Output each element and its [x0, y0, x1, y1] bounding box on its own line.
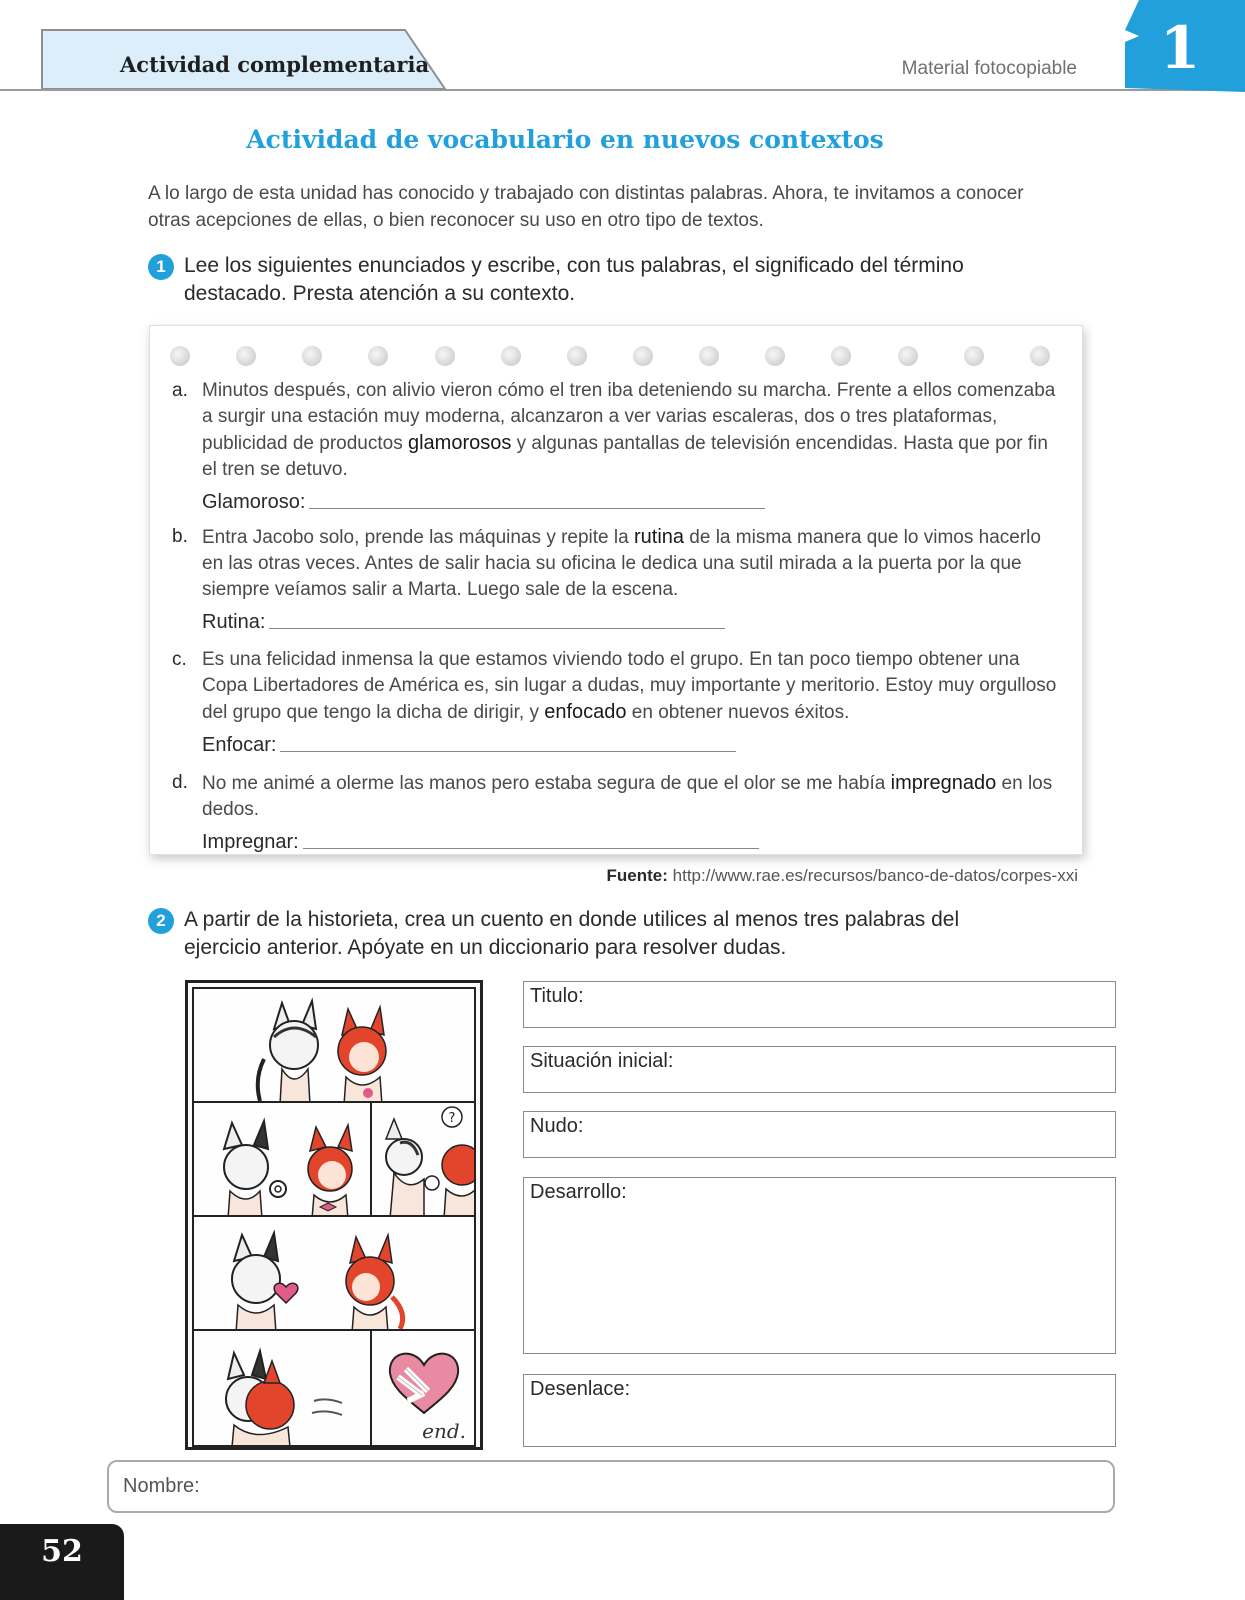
- comic-panel-2: [192, 1101, 374, 1219]
- highlighted-term: enfocado: [544, 701, 627, 723]
- highlighted-term: rutina: [633, 526, 685, 548]
- answer-line-glamoroso[interactable]: Glamoroso:: [202, 489, 1060, 515]
- titulo-field[interactable]: [523, 981, 1116, 1028]
- binder-hole: [699, 346, 719, 366]
- item-text: Entra Jacobo solo, prende las máquinas y repite la rutina de la misma manera que lo vimos hacerlo en las otras veces. Antes de salir hacia su oficina le dedica una sutil mirada a la puerta por la que siempre veíamos salir a Marta. Luego sale de la escena.: [202, 526, 1041, 600]
- exercise-item-d: [172, 770, 1060, 855]
- item-letter: c.: [172, 649, 187, 670]
- binder-hole: [831, 346, 851, 366]
- answer-line-rutina[interactable]: Rutina:: [202, 609, 1060, 635]
- highlighted-term: glamorosos: [407, 432, 512, 454]
- comic-strip: [185, 980, 483, 1450]
- source-citation: Fuente: http://www.rae.es/recursos/banco-de-datos/corpes-xxi: [606, 866, 1078, 885]
- exercise-item-a: [172, 378, 1060, 515]
- binder-hole: [633, 346, 653, 366]
- source-url: http://www.rae.es/recursos/banco-de-datos/corpes-xxi: [672, 866, 1078, 885]
- answer-line-enfocar[interactable]: Enfocar:: [202, 732, 1060, 758]
- comic-illustration: [194, 989, 476, 1105]
- unit-number: 1: [1159, 14, 1201, 82]
- titulo-label: Titulo:: [530, 985, 584, 1007]
- desenlace-field[interactable]: [523, 1374, 1116, 1447]
- situacion-inicial-label: Situación inicial:: [530, 1050, 674, 1072]
- comic-panel-5: [192, 1329, 374, 1447]
- activity-instruction: A partir de la historieta, crea un cuento en donde utilices al menos tres palabras del ejercicio anterior. Apóyate en un diccionario para resolver dudas.: [184, 908, 960, 959]
- activity-2: [148, 906, 1028, 962]
- exercise-item-b: [172, 524, 1060, 635]
- comic-panel-1: [192, 987, 476, 1105]
- activity-number-badge: 1: [148, 254, 174, 280]
- binder-hole: [1030, 346, 1050, 366]
- question-mark: ?: [448, 1111, 456, 1126]
- binder-hole: [964, 346, 984, 366]
- section-label: Actividad complementaria: [120, 52, 430, 77]
- binder-hole: [898, 346, 918, 366]
- intro-text: A lo largo de esta unidad has conocido y trabajado con distintas palabras. Ahora, te invitamos a conocer otras acepciones de ellas, o bien reconocer su uso en otro tipo de textos.: [148, 183, 1024, 231]
- highlighted-term: impregnado: [890, 772, 997, 794]
- item-letter: b.: [172, 526, 188, 547]
- binder-hole: [170, 346, 190, 366]
- end-label: end.: [422, 1419, 466, 1443]
- notepad-card: [149, 325, 1083, 855]
- binder-hole: [302, 346, 322, 366]
- item-text: No me animé a olerme las manos pero estaba segura de que el olor se me había impregnado en los dedos.: [202, 772, 1053, 820]
- answer-line-impregnar[interactable]: Impregnar:: [202, 829, 1060, 855]
- activity-instruction: Lee los siguientes enunciados y escribe, con tus palabras, el significado del término destacado. Presta atención a su contexto.: [184, 254, 964, 305]
- name-label: Nombre:: [123, 1475, 200, 1497]
- page-title: Actividad de vocabulario en nuevos contextos: [246, 125, 884, 154]
- exercise-item-c: [172, 647, 1060, 758]
- notepad-holes: [170, 346, 1050, 370]
- page-number: 52: [41, 1534, 83, 1569]
- desarrollo-label: Desarrollo:: [530, 1181, 627, 1203]
- item-text: Minutos después, con alivio vieron cómo el tren iba deteniendo su marcha. Frente a ellos comenzaba a surgir una estación muy moderna, alcanzaron a ver varias escaleras, dos o tres plataformas, publicidad de productos glamorosos y algunas pantallas de televisión encendidas. Hasta que por fin el tren se detuvo.: [202, 380, 1056, 480]
- comic-panel-3: [370, 1101, 476, 1219]
- comic-illustration: [194, 1331, 374, 1447]
- item-text: Es una felicidad inmensa la que estamos viviendo todo el grupo. En tan poco tiempo obtener una Copa Libertadores de América es, sin lugar a dudas, muy importante y meritorio. Estoy muy orgulloso del grupo que tengo la dicha de dirigir, y enfocado en obtener nuevos éxitos.: [202, 649, 1057, 723]
- binder-hole: [765, 346, 785, 366]
- binder-hole: [236, 346, 256, 366]
- material-label: Material fotocopiable: [901, 58, 1077, 79]
- header-rule: [0, 89, 1245, 91]
- binder-hole: [368, 346, 388, 366]
- binder-hole: [435, 346, 455, 366]
- comic-panel-4: [192, 1215, 476, 1333]
- binder-hole: [501, 346, 521, 366]
- desenlace-label: Desenlace:: [530, 1378, 631, 1400]
- nudo-label: Nudo:: [530, 1115, 584, 1137]
- desarrollo-field[interactable]: [523, 1177, 1116, 1354]
- activity-number-badge: 2: [148, 908, 174, 934]
- comic-illustration: [194, 1103, 374, 1219]
- name-field[interactable]: [107, 1460, 1115, 1513]
- nudo-field[interactable]: [523, 1111, 1116, 1158]
- item-letter: a.: [172, 380, 188, 401]
- situacion-inicial-field[interactable]: [523, 1046, 1116, 1093]
- comic-illustration: [372, 1103, 476, 1219]
- binder-hole: [567, 346, 587, 366]
- comic-panel-6: [370, 1329, 476, 1447]
- item-letter: d.: [172, 772, 188, 793]
- comic-illustration: [194, 1217, 476, 1333]
- activity-1: [148, 252, 1028, 308]
